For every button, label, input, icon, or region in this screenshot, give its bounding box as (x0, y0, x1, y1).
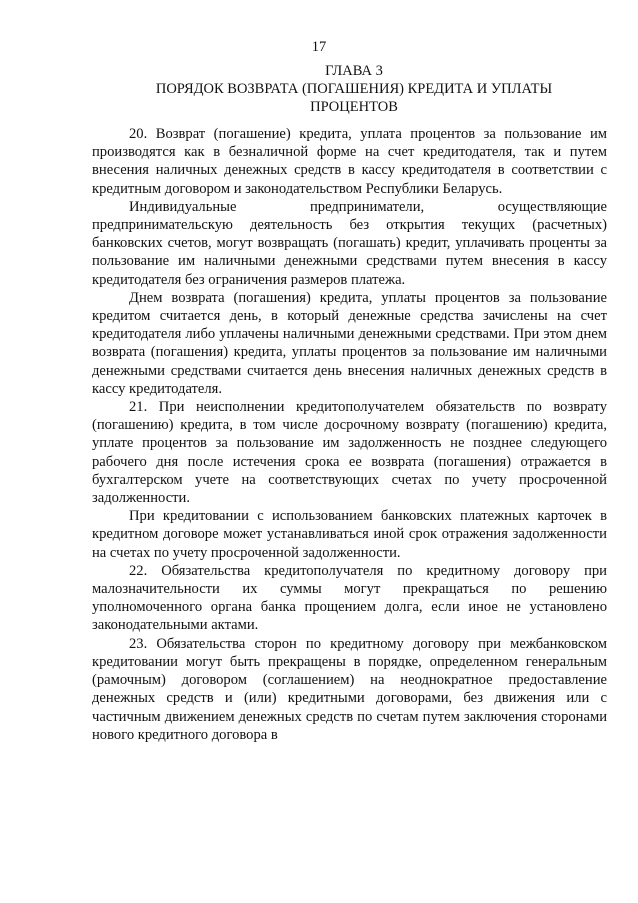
page-number: 17 (311, 39, 327, 55)
chapter-heading (120, 62, 588, 116)
chapter-title-line-2: ПРОЦЕНТОВ (310, 99, 398, 115)
paragraph-20-repayment-day: Днем возврата (погашения) кредита, уплаты процентов за пользование кредитом считается день, в который денежные средства зачислены на счет кредитодателя либо уплачены наличными денежными средствами. При этом днем возврата (погашения) кредита, уплаты процентов за пользование им наличными денежными средствами считается день внесения наличных денежных средств в кассу кредитодателя. (92, 289, 607, 397)
paragraph-21: 21. При неисполнении кредитополучателем обязательств по возврату (погашению) кредита, в том числе досрочному возврату (погашению) кредита, уплате процентов за пользование им задолженность не позднее следующего рабочего дня после истечения срока ее возврата (погашения) отражается в бухгалтерском учете на соответствующих счетах по учету просроченной задолженности. (92, 399, 607, 507)
chapter-title-line-1: ПОРЯДОК ВОЗВРАТА (ПОГАШЕНИЯ) КРЕДИТА И УПЛАТЫ (155, 81, 553, 97)
paragraph-21-cards: При кредитовании с использованием банковских платежных карточек в кредитном договоре может устанавливаться иной срок отражения задолженности на счетах по учету просроченной задолженности. (92, 508, 607, 561)
paragraph-20-entrepreneurs: Индивидуальные предприниматели, осуществляющие предпринимательскую деятельность без открытия текущих (расчетных) банковских счетов, могут возвращать (погашать) кредит, уплачивать проценты за пользование им наличными денежными средствами путем внесения в кассу кредитодателя без ограничения размеров платежа. (92, 198, 607, 288)
paragraph-23: 23. Обязательства сторон по кредитному договору при межбанковском кредитовании могут быть прекращены в порядке, определенном генеральным (рамочным) договором (соглашением) на неоднократное предоставление денежных средств и (или) кредитными договорами, без движения или с частичным движением денежных средств по счетам путем заключения сторонами нового кредитного договора в (92, 635, 607, 743)
paragraph-22: 22. Обязательства кредитополучателя по кредитному договору при малозначительности их суммы могут прекращаться по решению уполномоченного органа банка прощением долга, если иное не установлено законодательными актами. (92, 562, 607, 634)
body-text (92, 125, 607, 744)
chapter-label: ГЛАВА 3 (325, 63, 383, 79)
paragraph-20: 20. Возврат (погашение) кредита, уплата процентов за пользование им производятся как в безналичной форме на счет кредитодателя, так и путем внесения наличных денежных средств в кассу кредитодателя в соответствии с кредитным договором и законодательством Республики Беларусь. (92, 126, 607, 197)
